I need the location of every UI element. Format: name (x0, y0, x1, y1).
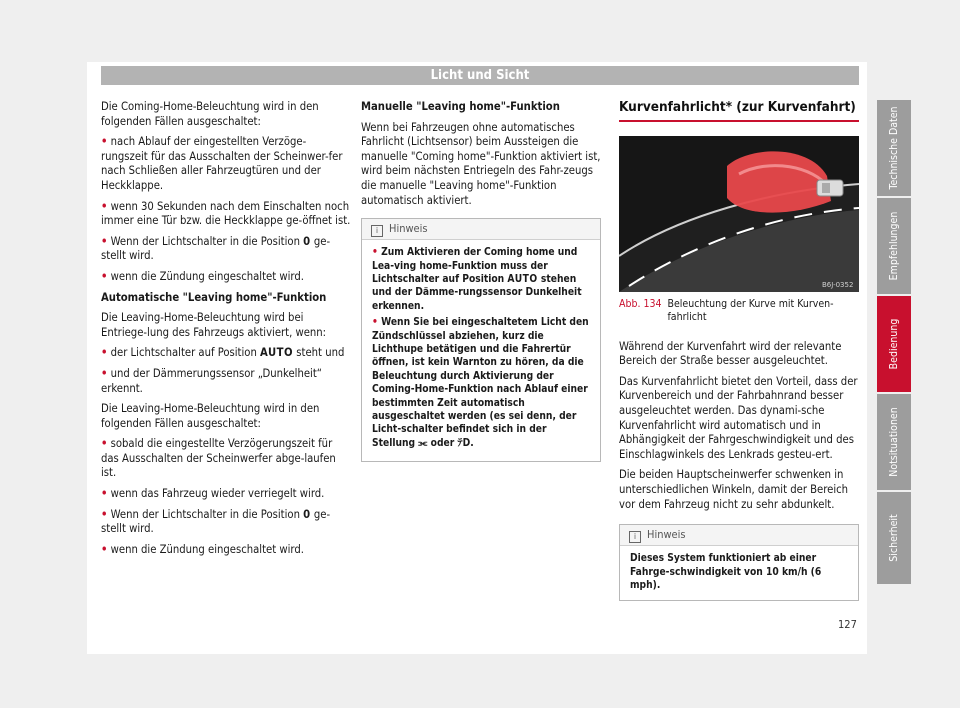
section-title: Kurvenfahrlicht* (zur Kurvenfahrt) (619, 100, 859, 122)
paragraph: Wenn bei Fahrzeugen ohne automatisches Fahrlicht (Lichtsensor) beim Aussteigen die manuelle "Coming home"-Funktion aktiviert ist, wird beim nächsten Entriegeln des Fahr-zeugs die manuelle "Leaving home"-Funktion automatisch aktiviert. (361, 120, 601, 207)
list-item: • sobald die eingestellte Verzögerungszeit für das Ausschalten der Scheinwerfer abge-laufen ist. (101, 437, 336, 480)
list-item: • nach Ablauf der eingestellten Verzöge-rungszeit für das Ausschalten der Scheinwer-fer nach Schließen aller Fahrzeugtüren und der Heckklappe. (101, 135, 343, 192)
note-item: • Wenn Sie bei eingeschaltetem Licht den Zündschlüssel abziehen, kurz die Lichthupe betätigen und die Fahrertür öffnen, ist kein Warnton zu hören, da die Beleuchtung durch Aktivierung der Coming-Home-Funktion nach Ablauf einer bestimmten Zeit automatisch ausgeschaltet werden (es sei denn, der Licht-schalter befindet sich in der Stellung ⫘ oder ﾃD. (372, 317, 589, 449)
tab-sicherheit[interactable]: Sicherheit (877, 492, 911, 584)
paragraph: Die beiden Hauptscheinwerfer schwenken in unterschiedlichen Winkeln, damit der Bereich vor dem Fahrzeug nicht zu sehr abdunkelt. (619, 468, 849, 511)
note-header: i Hinweis (620, 525, 858, 546)
list-item: • der Lichtschalter auf Position AUTO steht und (101, 346, 345, 360)
info-icon: i (371, 225, 383, 237)
cornering-light-illustration (619, 136, 859, 292)
list-item: • Wenn der Lichtschalter in die Position 0 ge-stellt wird. (101, 234, 331, 263)
parking-light-icon: ⫘ (418, 437, 428, 449)
list-item: • und der Dämmerungssensor „Dunkelheit“ erkennt. (101, 366, 322, 395)
switch-position-symbol: 0 (303, 234, 311, 248)
figure-code: B6J-0352 (822, 280, 854, 289)
list-item: • wenn die Zündung eingeschaltet wird. (101, 269, 304, 283)
paragraph: Die Leaving-Home-Beleuchtung wird in den folgenden Fällen ausgeschaltet: (101, 402, 320, 430)
list-item: • Wenn der Lichtschalter in die Position 0 ge-stellt wird. (101, 507, 331, 536)
paragraph: Die Leaving-Home-Beleuchtung wird bei Entriege-lung des Fahrzeugs aktiviert, wenn: (101, 311, 327, 339)
subheading: Automatische "Leaving home"-Funktion (101, 290, 327, 304)
switch-position-symbol: AUTO (507, 273, 538, 285)
figure-cornering-light (619, 136, 859, 292)
figure-caption: Abb. 134 Beleuchtung der Kurve mit Kurven-fahrlicht (619, 297, 834, 323)
tab-technische-daten[interactable]: Technische Daten (877, 100, 911, 196)
low-beam-icon: ﾃD (457, 437, 471, 449)
section-header: Licht und Sicht (101, 66, 859, 85)
tab-empfehlungen[interactable]: Empfehlungen (877, 198, 911, 294)
switch-position-symbol: AUTO (260, 346, 294, 360)
note-body: Dieses System funktioniert ab einer Fahrge-schwindigkeit von 10 km/h (6 mph). (630, 553, 822, 591)
figure-label: Abb. 134 (619, 297, 662, 310)
list-item: • wenn 30 Sekunden nach dem Einschalten noch immer eine Tür bzw. die Heckklappe ge-öffnet ist. (101, 199, 351, 228)
paragraph: Während der Kurvenfahrt wird der relevante Bereich der Straße besser ausgeleuchtet. (619, 339, 842, 368)
note-box (619, 524, 859, 601)
note-item: • Zum Aktivieren der Coming home und Lea-ving home-Funktion muss der Lichtschalter auf Position AUTO stehen und der Dämme-rungssensor Dunkelheit erkennen. (372, 247, 582, 312)
list-item: • wenn die Zündung eingeschaltet wird. (101, 542, 304, 556)
note-box (361, 218, 601, 462)
column-3 (619, 100, 859, 601)
switch-position-symbol: 0 (303, 507, 311, 521)
paragraph: Das Kurvenfahrlicht bietet den Vorteil, dass der Kurvenbereich und der Fahrbahnrand besser ausgeleuchtet werden. Das dynami-sche Kurvenfahrlicht wird automatisch und in Abhängigkeit der Fahrgeschwindigkeit und des Einschlagwinkels des Lenkrads gesteu-ert. (619, 374, 858, 461)
info-icon: i (629, 531, 641, 543)
column-1 (101, 100, 351, 563)
subheading: Manuelle "Leaving home"-Funktion (361, 100, 560, 113)
tab-notsituationen[interactable]: Notsituationen (877, 394, 911, 490)
note-body (362, 240, 600, 461)
tab-bedienung[interactable]: Bedienung (877, 296, 911, 392)
note-header: i Hinweis (362, 219, 600, 240)
column-2 (361, 100, 601, 462)
page-number: 127 (838, 618, 857, 631)
list-item: • wenn das Fahrzeug wieder verriegelt wird. (101, 487, 325, 501)
paragraph: Die Coming-Home-Beleuchtung wird in den folgenden Fällen ausgeschaltet: (101, 100, 319, 128)
